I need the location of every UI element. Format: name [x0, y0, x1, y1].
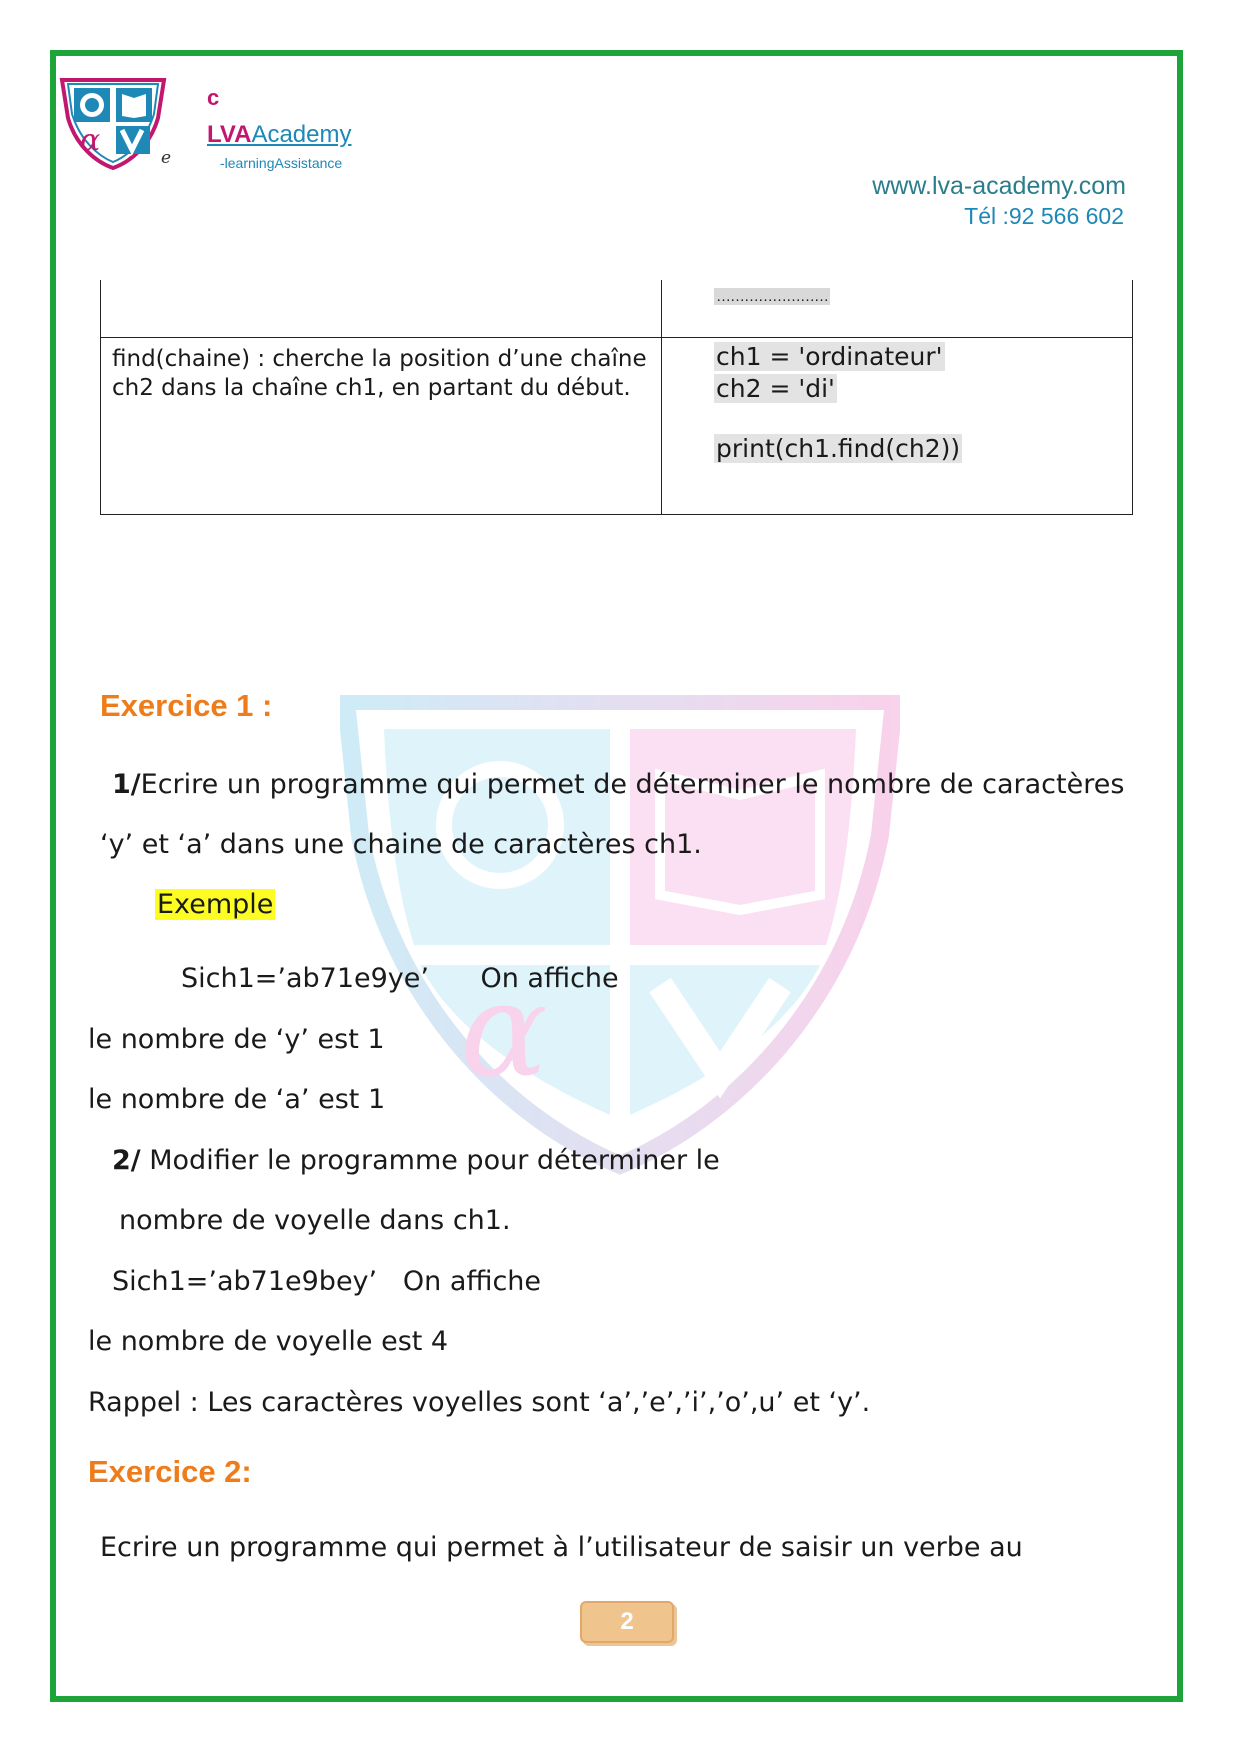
code-line-3: print(ch1.find(ch2)) — [716, 434, 961, 463]
question-1-continued: ‘y’ et ‘a’ dans une chaine de caractères ch1. — [100, 829, 702, 860]
phone-number: Tél :92 566 602 — [964, 203, 1124, 229]
example-2-input: Sich1=’ab71e9bey’ On affiche — [112, 1266, 542, 1297]
table-border-left — [100, 280, 101, 515]
example-label: Exemple — [157, 889, 274, 920]
svg-text:α: α — [80, 123, 101, 158]
brand-c: c — [207, 85, 220, 110]
brand-lva: LVA — [207, 121, 252, 148]
table-border-right — [1132, 280, 1133, 515]
question-1-number: 1/ — [112, 769, 141, 800]
page-number: 2 — [580, 1601, 674, 1643]
table-row-divider — [100, 337, 1133, 338]
method-table — [100, 280, 1133, 515]
vowels-reminder: Rappel : Les caractères voyelles sont ‘a’,’e’,’i’,’o’,u’ et ‘y’. — [88, 1387, 871, 1418]
exercise-2-title: Exercice 2: — [88, 1454, 252, 1489]
example-1-result-y: le nombre de ‘y’ est 1 — [88, 1024, 385, 1055]
example-2-result: le nombre de voyelle est 4 — [88, 1326, 449, 1357]
table-border-bottom — [100, 514, 1133, 515]
code-line-2: ch2 = 'di' — [716, 374, 835, 403]
example-1-input: Sich1=’ab71e9ye’ On affiche — [181, 963, 619, 994]
question-2-text: Modifier le programme pour déterminer le — [140, 1145, 720, 1176]
logo-e-letter: e — [161, 148, 172, 168]
placeholder-dots: …………………… — [716, 288, 828, 305]
brand-name — [207, 121, 351, 149]
brand-subtitle: -learningAssistance — [220, 155, 343, 171]
find-description: find(chaine) : cherche la position d’une chaîne ch2 dans la chaîne ch1, en partant du début. — [112, 346, 647, 401]
code-line-1: ch1 = 'ordinateur' — [716, 342, 943, 371]
question-1 — [112, 769, 1124, 800]
example-label-wrap — [155, 889, 275, 920]
brand-academy: Academy — [251, 121, 352, 148]
question-2-number: 2/ — [112, 1145, 141, 1176]
question-1-text: Ecrire un programme qui permet de déterminer le nombre de caractères — [140, 769, 1125, 800]
logo-watermark — [340, 695, 900, 1175]
example-1-result-a: le nombre de ‘a’ est 1 — [88, 1084, 386, 1115]
lva-academy-logo — [58, 78, 168, 170]
question-2-continued: nombre de voyelle dans ch1. — [119, 1205, 511, 1236]
exercise-1-title: Exercice 1 : — [100, 688, 273, 723]
svg-text:α: α — [460, 954, 548, 1106]
exercise-2-text: Ecrire un programme qui permet à l’utilisateur de saisir un verbe au — [100, 1532, 1023, 1563]
website-link[interactable]: www.lva-academy.com — [872, 172, 1126, 200]
table-column-divider — [661, 280, 662, 515]
question-2 — [112, 1145, 720, 1176]
